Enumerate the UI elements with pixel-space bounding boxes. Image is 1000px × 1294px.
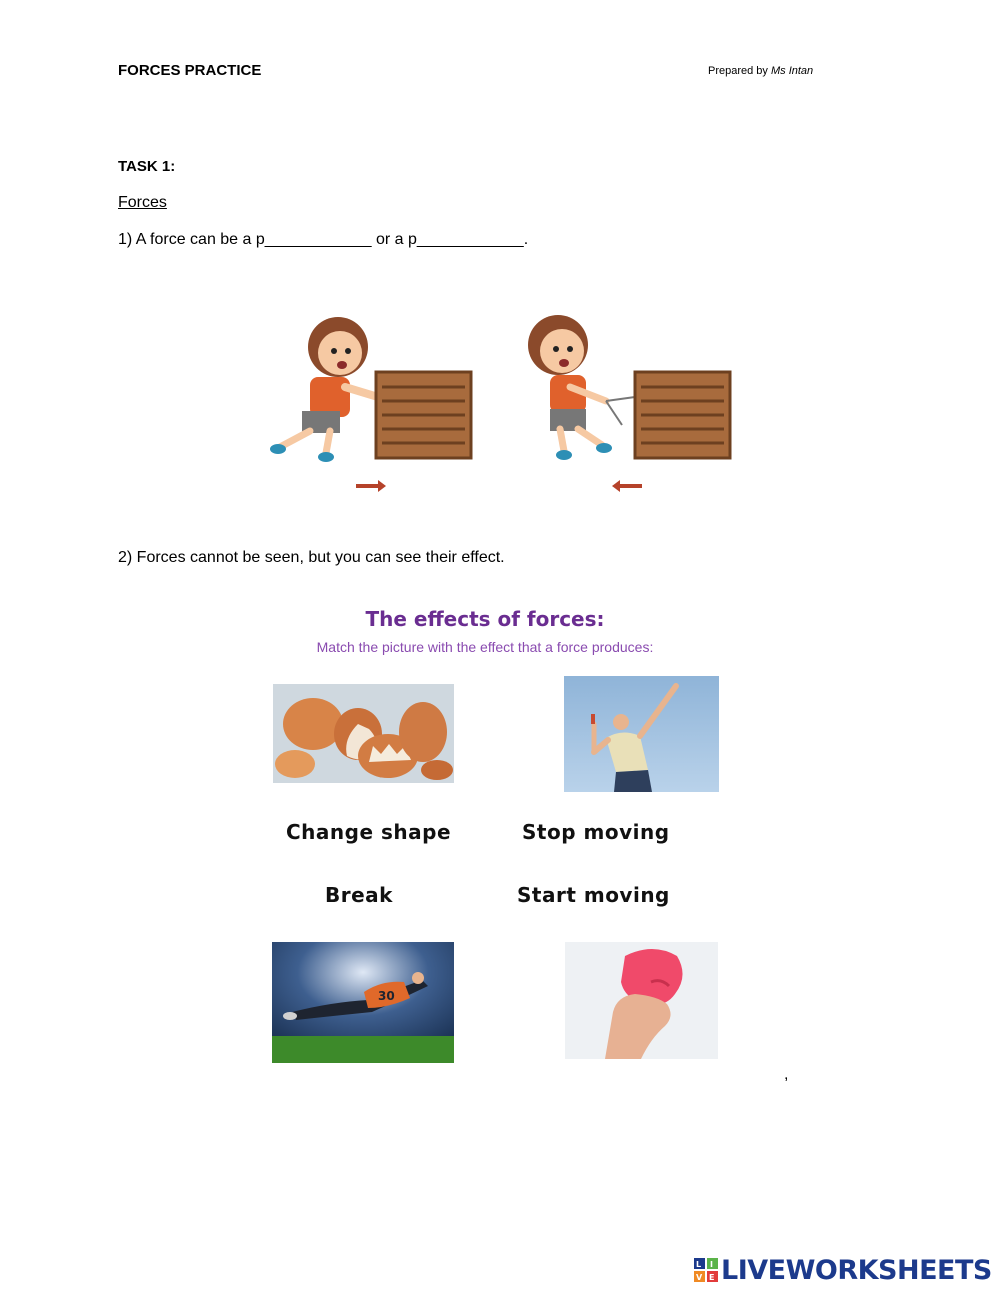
jersey-number: 30 <box>378 989 395 1003</box>
prepared-by <box>708 65 813 77</box>
push-crate <box>376 372 471 458</box>
stray-comma: , <box>784 1066 789 1083</box>
effects-subtitle: Match the picture with the effect that a force produces: <box>316 639 654 655</box>
logo-icon <box>694 1258 718 1282</box>
section-subheading: Forces <box>118 194 167 211</box>
man-throwing-photo <box>564 676 719 792</box>
logo-letter-l: L <box>696 1260 702 1269</box>
logo-letter-i: I <box>710 1260 713 1269</box>
question-1: 1) A force can be a p____________ or a p____________. <box>118 231 529 248</box>
push-pull-illustration <box>250 275 750 515</box>
effects-title: The effects of forces: <box>365 607 605 631</box>
pull-boy <box>528 315 635 460</box>
push-boy <box>270 317 378 462</box>
liveworksheets-logo[interactable] <box>694 1256 992 1284</box>
prepared-prefix: Prepared by <box>708 65 771 77</box>
label-start-moving[interactable]: Start moving <box>517 883 670 907</box>
logo-letter-e: E <box>709 1273 715 1282</box>
question-2: 2) Forces cannot be seen, but you can see their effect. <box>118 549 505 566</box>
label-change-shape[interactable]: Change shape <box>286 820 452 844</box>
logo-text: LIVEWORKSHEETS <box>721 1254 992 1286</box>
author-name: Ms Intan <box>770 65 814 77</box>
arrow-right <box>356 480 386 492</box>
squeezed-balloon-photo <box>565 942 718 1059</box>
eggshells-photo <box>273 684 454 783</box>
logo-letter-v: V <box>696 1273 703 1282</box>
label-break[interactable]: Break <box>325 883 393 907</box>
goalkeeper-photo <box>272 942 454 1063</box>
arrow-left <box>612 480 642 492</box>
page-title: FORCES PRACTICE <box>118 62 262 79</box>
pull-crate <box>635 372 730 458</box>
task-heading: TASK 1: <box>118 158 176 175</box>
label-stop-moving[interactable]: Stop moving <box>522 820 670 844</box>
